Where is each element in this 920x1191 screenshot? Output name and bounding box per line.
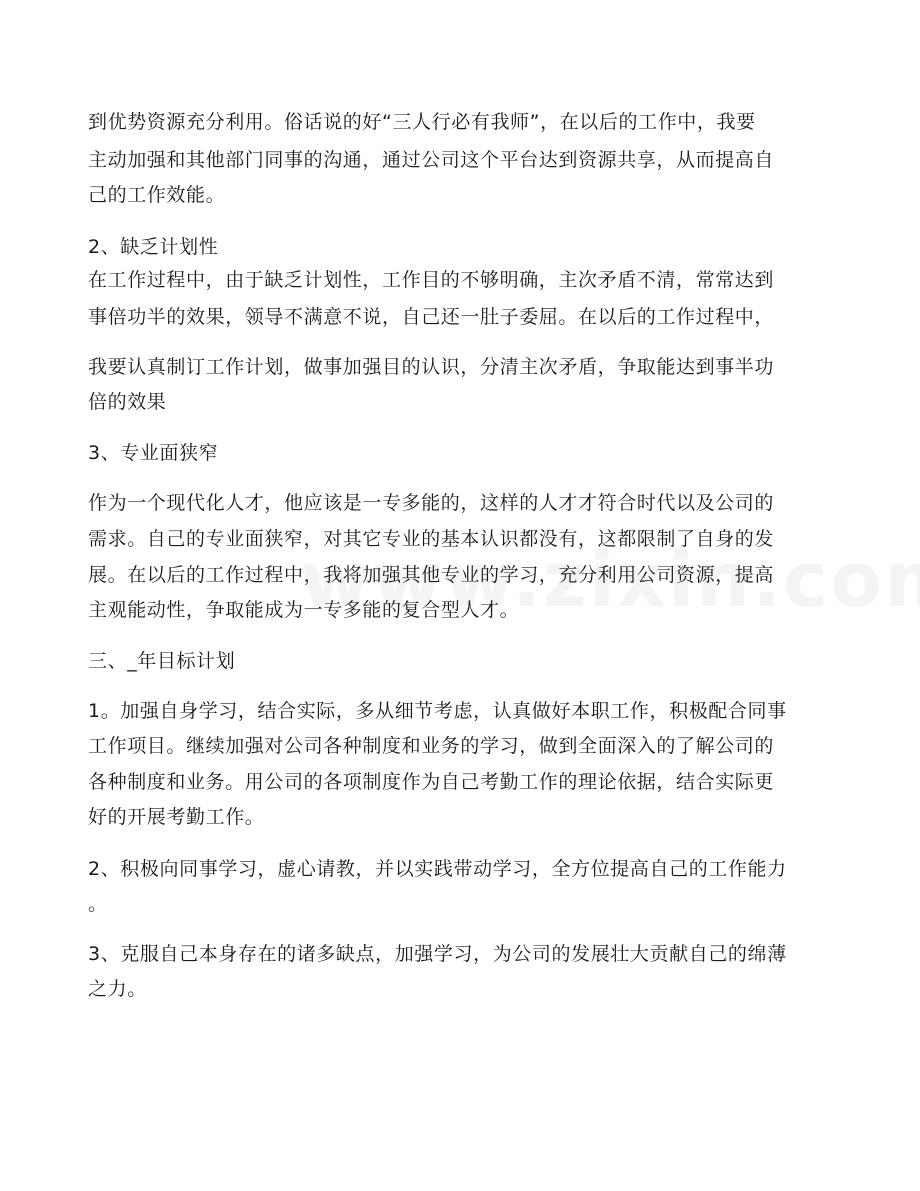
paragraph-line: 2、积极向同事学习，虚心请教，并以实践带动学习，全方位提高自己的工作能力 <box>88 858 787 880</box>
paragraph-line: 己的工作效能。 <box>88 184 226 206</box>
paragraph-line: 作为一个现代化人才，他应该是一专多能的，这样的人才才符合时代以及公司的 <box>88 492 775 514</box>
paragraph-line: 到优势资源充分利用。俗话说的好“三人行必有我师”，在以后的工作中，我要 <box>88 111 756 133</box>
paragraph-line: 在工作过程中，由于缺乏计划性，工作目的不够明确，主次矛盾不清，常常达到 <box>88 269 775 291</box>
paragraph-line: 我要认真制订工作计划，做事加强目的认识，分清主次矛盾，争取能达到事半功 <box>88 356 775 378</box>
paragraph-line: 主动加强和其他部门同事的沟通，通过公司这个平台达到资源共享，从而提高自 <box>88 149 775 171</box>
paragraph-line: 好的开展考勤工作。 <box>88 806 265 828</box>
paragraph-line: 3、克服自己本身存在的诸多缺点，加强学习，为公司的发展壮大贡献自己的绵薄 <box>88 943 787 965</box>
section-heading: 三、_年目标计划 <box>88 650 236 672</box>
paragraph-line: 各种制度和业务。用公司的各项制度作为自己考勤工作的理论依据，结合实际更 <box>88 771 775 793</box>
paragraph-line: 。 <box>88 893 108 915</box>
section-heading: 3、专业面狭窄 <box>88 442 219 464</box>
section-heading: 2、缺乏计划性 <box>88 236 219 258</box>
paragraph-line: 倍的效果 <box>88 391 167 413</box>
paragraph-line: 展。在以后的工作过程中，我将加强其他专业的学习，充分利用公司资源，提高 <box>88 564 775 586</box>
paragraph-line: 主观能动性，争取能成为一专多能的复合型人才。 <box>88 599 520 621</box>
paragraph-line: 需求。自己的专业面狭窄，对其它专业的基本认识都没有，这都限制了自身的发 <box>88 528 775 550</box>
paragraph-line: 之力。 <box>88 978 147 1000</box>
paragraph-line: 工作项目。继续加强对公司各种制度和业务的学习，做到全面深入的了解公司的 <box>88 735 775 757</box>
paragraph-line: 1。加强自身学习，结合实际，多从细节考虑，认真做好本职工作，积极配合同事 <box>88 700 787 722</box>
paragraph-line: 事倍功半的效果，领导不满意不说，自己还一肚子委屈。在以后的工作过程中， <box>88 306 775 328</box>
